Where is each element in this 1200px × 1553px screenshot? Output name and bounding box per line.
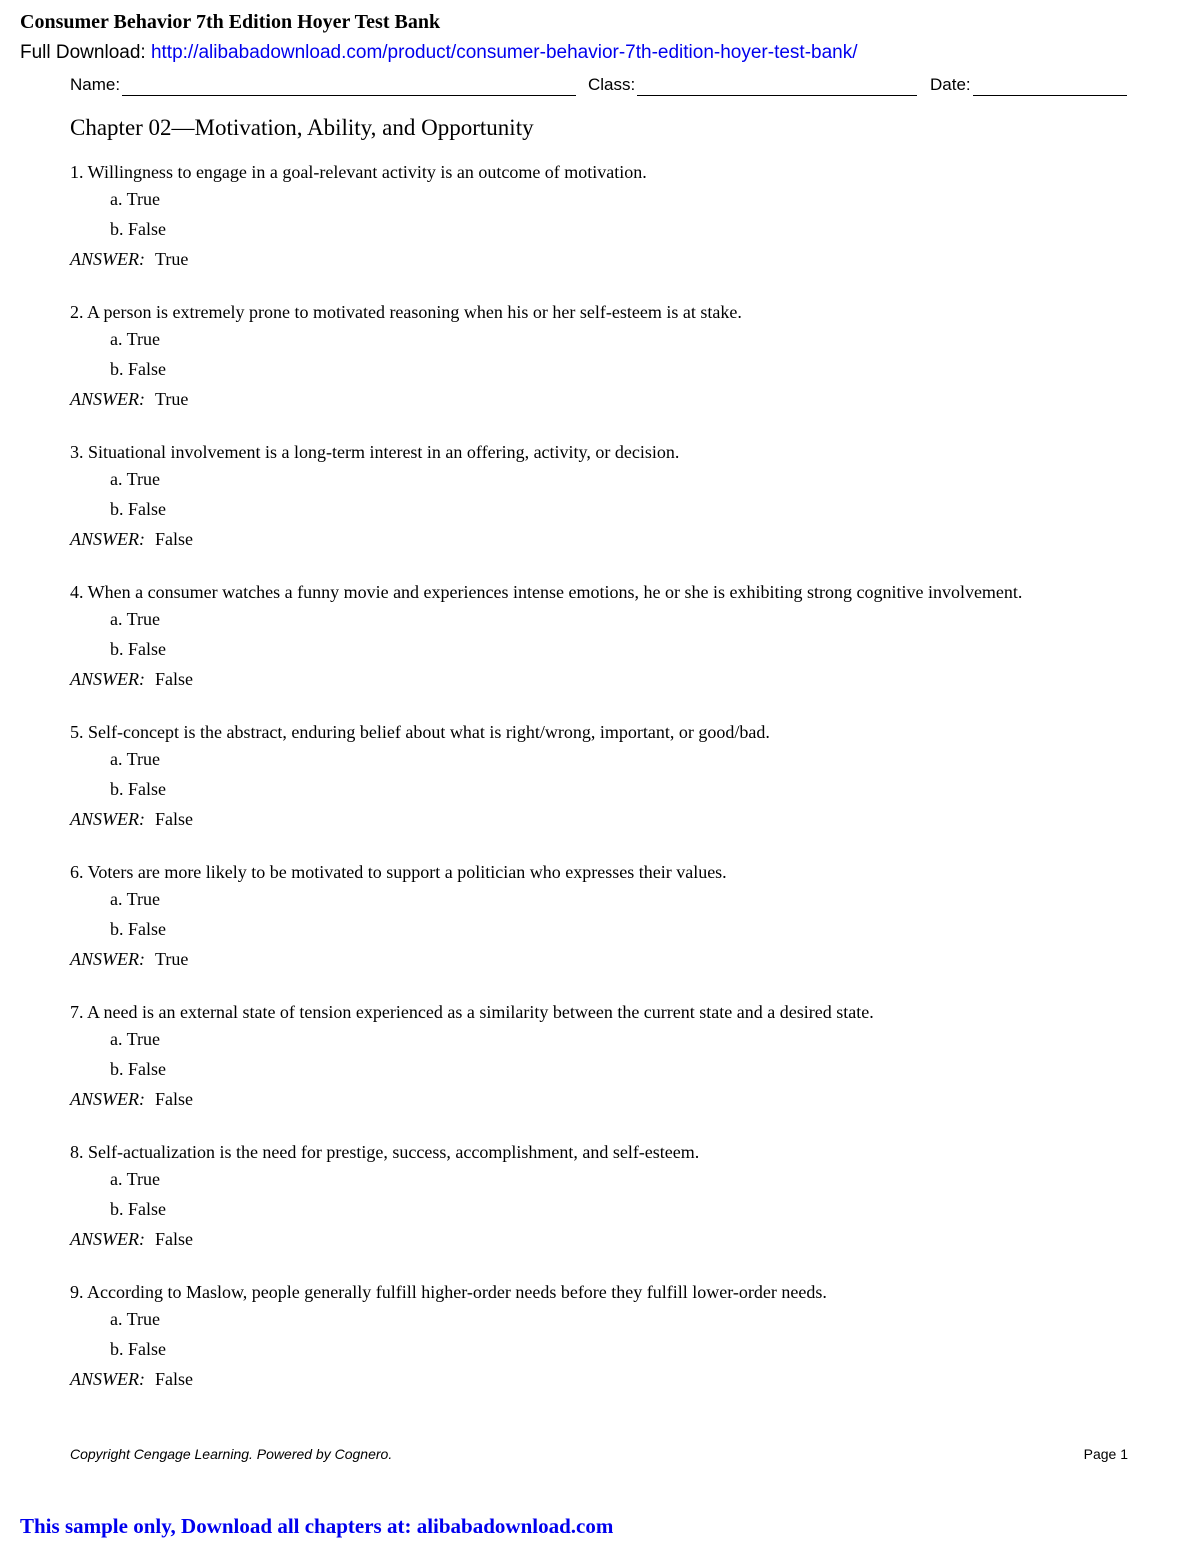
- page-footer: [70, 1446, 1132, 1466]
- option-b[interactable]: b. False: [110, 1059, 166, 1079]
- option-b[interactable]: b. False: [110, 1339, 166, 1359]
- student-info-fields: [70, 72, 1132, 96]
- question-text: 9. According to Maslow, people generally fulfill higher-order needs before they fulfill lower-order needs.: [70, 1282, 827, 1302]
- answer-label: ANSWER:: [70, 1369, 145, 1389]
- question-list: [70, 160, 1132, 1420]
- date-field: [930, 72, 1127, 96]
- option-a[interactable]: a. True: [110, 469, 161, 489]
- question-item: [70, 720, 1132, 834]
- download-prefix: Full Download:: [20, 42, 151, 63]
- option-b[interactable]: b. False: [110, 919, 166, 939]
- answer-value: False: [154, 1089, 193, 1109]
- answer-value: True: [154, 249, 189, 269]
- option-b[interactable]: b. False: [110, 639, 166, 659]
- date-label: Date:: [930, 75, 971, 94]
- question-text: 5. Self-concept is the abstract, enduring belief about what is right/wrong, important, or good/bad.: [70, 722, 770, 742]
- answer-line: [70, 944, 1132, 974]
- answer-line: [70, 1364, 1132, 1394]
- answer-value: False: [154, 809, 193, 829]
- question-text: 7. A need is an external state of tension experienced as a similarity between the current state and a desired state.: [70, 1002, 874, 1022]
- date-blank-line[interactable]: [973, 75, 1127, 96]
- answer-value: True: [154, 389, 189, 409]
- chapter-title: Chapter 02—Motivation, Ability, and Opportunity: [70, 115, 534, 140]
- copyright-text: Copyright Cengage Learning. Powered by Cognero.: [70, 1446, 393, 1462]
- name-blank-line[interactable]: [122, 75, 576, 96]
- option-a[interactable]: a. True: [110, 749, 161, 769]
- option-b[interactable]: b. False: [110, 779, 166, 799]
- question-text: 6. Voters are more likely to be motivated to support a politician who expresses their values.: [70, 862, 727, 882]
- answer-line: [70, 1084, 1132, 1114]
- option-b[interactable]: b. False: [110, 219, 166, 239]
- question-item: [70, 160, 1132, 274]
- question-item: [70, 1280, 1132, 1394]
- answer-label: ANSWER:: [70, 669, 145, 689]
- answer-line: [70, 384, 1132, 414]
- name-label: Name:: [70, 75, 121, 94]
- answer-label: ANSWER:: [70, 249, 145, 269]
- question-text: 1. Willingness to engage in a goal-relevant activity is an outcome of motivation.: [70, 162, 647, 182]
- answer-label: ANSWER:: [70, 1229, 145, 1249]
- question-item: [70, 1000, 1132, 1114]
- class-label: Class:: [588, 75, 636, 94]
- document-title: Consumer Behavior 7th Edition Hoyer Test Bank: [20, 11, 441, 33]
- question-item: [70, 860, 1132, 974]
- option-b[interactable]: b. False: [110, 1199, 166, 1219]
- question-text: 3. Situational involvement is a long-term interest in an offering, activity, or decision.: [70, 442, 680, 462]
- answer-label: ANSWER:: [70, 1089, 145, 1109]
- question-text: 4. When a consumer watches a funny movie and experiences intense emotions, he or she is exhibiting strong cognitive involvement.: [70, 582, 1023, 602]
- option-a[interactable]: a. True: [110, 329, 161, 349]
- option-a[interactable]: a. True: [110, 889, 161, 909]
- question-text: 2. A person is extremely prone to motivated reasoning when his or her self-esteem is at stake.: [70, 302, 742, 322]
- question-item: [70, 440, 1132, 554]
- answer-line: [70, 664, 1132, 694]
- class-field: [588, 72, 917, 96]
- question-text: 8. Self-actualization is the need for prestige, success, accomplishment, and self-esteem.: [70, 1142, 700, 1162]
- option-b[interactable]: b. False: [110, 359, 166, 379]
- option-a[interactable]: a. True: [110, 1029, 161, 1049]
- option-a[interactable]: a. True: [110, 189, 161, 209]
- answer-value: False: [154, 1369, 193, 1389]
- sample-download-note[interactable]: This sample only, Download all chapters at: alibabadownload.com: [20, 1514, 614, 1538]
- answer-value: True: [154, 949, 189, 969]
- answer-label: ANSWER:: [70, 949, 145, 969]
- name-field: [70, 72, 576, 96]
- option-a[interactable]: a. True: [110, 1169, 161, 1189]
- answer-line: [70, 244, 1132, 274]
- class-blank-line[interactable]: [637, 75, 917, 96]
- page-number: Page 1: [1083, 1446, 1128, 1462]
- answer-label: ANSWER:: [70, 389, 145, 409]
- option-a[interactable]: a. True: [110, 609, 161, 629]
- download-link[interactable]: http://alibabadownload.com/product/consumer-behavior-7th-edition-hoyer-test-bank/: [150, 42, 858, 63]
- answer-line: [70, 1224, 1132, 1254]
- answer-line: [70, 524, 1132, 554]
- answer-value: False: [154, 1229, 193, 1249]
- question-item: [70, 580, 1132, 694]
- answer-value: False: [154, 529, 193, 549]
- question-item: [70, 300, 1132, 414]
- option-a[interactable]: a. True: [110, 1309, 161, 1329]
- option-b[interactable]: b. False: [110, 499, 166, 519]
- full-download-line: [20, 39, 858, 67]
- answer-label: ANSWER:: [70, 529, 145, 549]
- answer-label: ANSWER:: [70, 809, 145, 829]
- question-item: [70, 1140, 1132, 1254]
- answer-value: False: [154, 669, 193, 689]
- answer-line: [70, 804, 1132, 834]
